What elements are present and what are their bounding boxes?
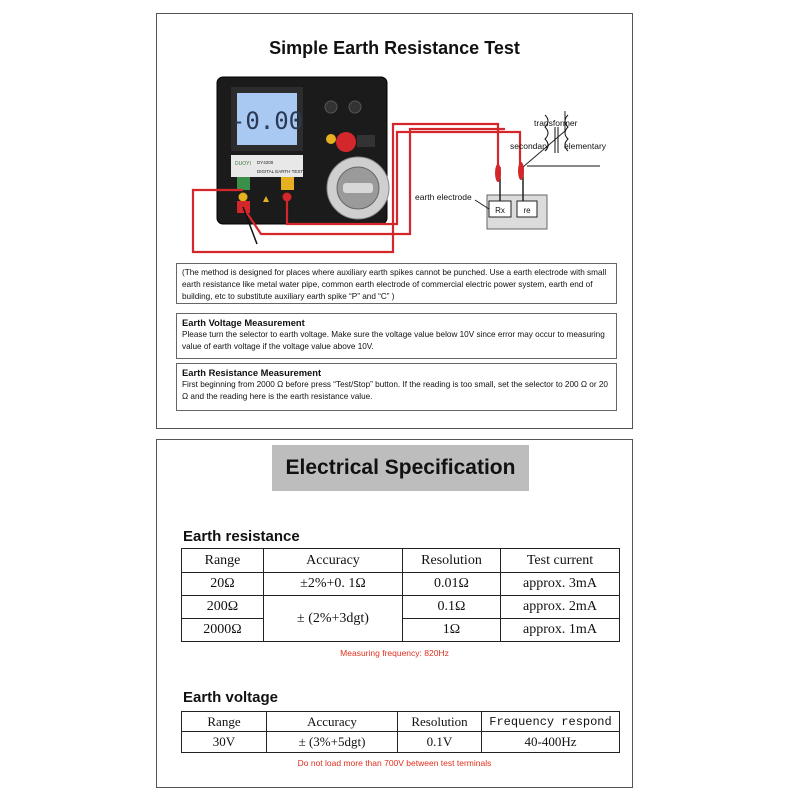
resolution-cell: 0.1Ω [403, 596, 501, 619]
accuracy-cell: ± (2%+3dgt) [264, 596, 403, 642]
table-row [182, 596, 620, 619]
terminal-p [281, 177, 294, 190]
intro-note-box [176, 263, 617, 304]
resolution-cell: 0.01Ω [403, 573, 501, 596]
spec-title: Electrical Specification [285, 456, 516, 479]
range-cell: 30V [182, 732, 267, 753]
button-legend [357, 135, 375, 147]
resolution-cell: 0.1V [398, 732, 482, 753]
earth-voltage-box [176, 313, 617, 359]
voltage-warning-note: Do not load more than 700V between test terminals [297, 758, 492, 768]
earth-resistance-title: Earth resistance [183, 528, 300, 545]
header-cell: Frequency respond [482, 712, 620, 732]
current-cell: approx. 2mA [501, 596, 620, 619]
intro-note-text: (The method is designed for places where auxiliary earth spikes cannot be punched. Use a earth electrode with small earth resistance like metal water pipe, common earth electrode of commercial electric power system, earth end of building, etc to substitute auxiliary earth spike “P” and “C” ) [182, 268, 607, 301]
earth-resistance-heading: Earth Resistance Measurement [182, 367, 322, 378]
device-brand: DUOYI [235, 161, 251, 167]
electrical-spec-panel [156, 439, 633, 788]
table-row [182, 732, 620, 753]
earth-voltage-heading: Earth Voltage Measurement [182, 317, 305, 328]
terminal-e [237, 177, 250, 190]
earth-resistance-table [181, 548, 620, 642]
earth-voltage-text: Please turn the selector to earth voltage. Make sure the voltage value below 10V since error may occur to measuring value of earth voltage if the voltage value above 10V. [182, 330, 605, 351]
label-earth-electrode: earth electrode [415, 192, 472, 202]
device-name: DIGITAL EARTH TESTER [257, 169, 310, 174]
header-cell: Test current [501, 549, 620, 573]
header-cell: Range [182, 712, 267, 732]
panel-title: Simple Earth Resistance Test [269, 38, 520, 58]
header-cell: Accuracy [267, 712, 398, 732]
header-cell: Resolution [403, 549, 501, 573]
spec-title-banner [272, 445, 529, 491]
label-transformer: transformer [534, 118, 578, 128]
current-cell: approx. 3mA [501, 573, 620, 596]
label-secondary: secondary [510, 141, 550, 151]
table-header-row [182, 712, 620, 732]
accuracy-cell: ±2%+0. 1Ω [264, 573, 403, 596]
measuring-frequency-note: Measuring frequency: 820Hz [340, 648, 449, 658]
power-button [325, 101, 337, 113]
range-cell: 2000Ω [182, 619, 264, 642]
table-row [182, 573, 620, 596]
lcd-reading: -0.00 [230, 107, 304, 135]
label-re: re [523, 206, 531, 215]
earth-voltage-table [181, 711, 620, 753]
header-cell: Accuracy [264, 549, 403, 573]
range-selector-grip [343, 183, 373, 193]
header-cell: Resolution [398, 712, 482, 732]
test-stop-button [336, 132, 356, 152]
accuracy-cell: ± (3%+5dgt) [267, 732, 398, 753]
range-cell: 200Ω [182, 596, 264, 619]
label-elementary: elementary [564, 141, 607, 151]
resolution-cell: 1Ω [403, 619, 501, 642]
device-model: DY4200 [257, 160, 274, 165]
header-cell: Range [182, 549, 264, 573]
earth-resistance-box [176, 363, 617, 411]
backlight-button [349, 101, 361, 113]
range-cell: 20Ω [182, 573, 264, 596]
clip-1 [495, 164, 501, 182]
earth-resistance-text: First beginning from 2000 Ω before press “Test/Stop” button. If the reading is too small, set the selector to 200 Ω or 20 Ω and the reading here is the earth resistance value. [182, 380, 608, 401]
label-rx: Rx [495, 206, 505, 215]
clip-2 [518, 162, 524, 180]
earth-test-panel [156, 13, 633, 429]
current-cell: approx. 1mA [501, 619, 620, 642]
frequency-cell: 40-400Hz [482, 732, 620, 753]
indicator-yellow [326, 134, 336, 144]
earth-voltage-title: Earth voltage [183, 689, 279, 706]
table-header-row [182, 549, 620, 573]
